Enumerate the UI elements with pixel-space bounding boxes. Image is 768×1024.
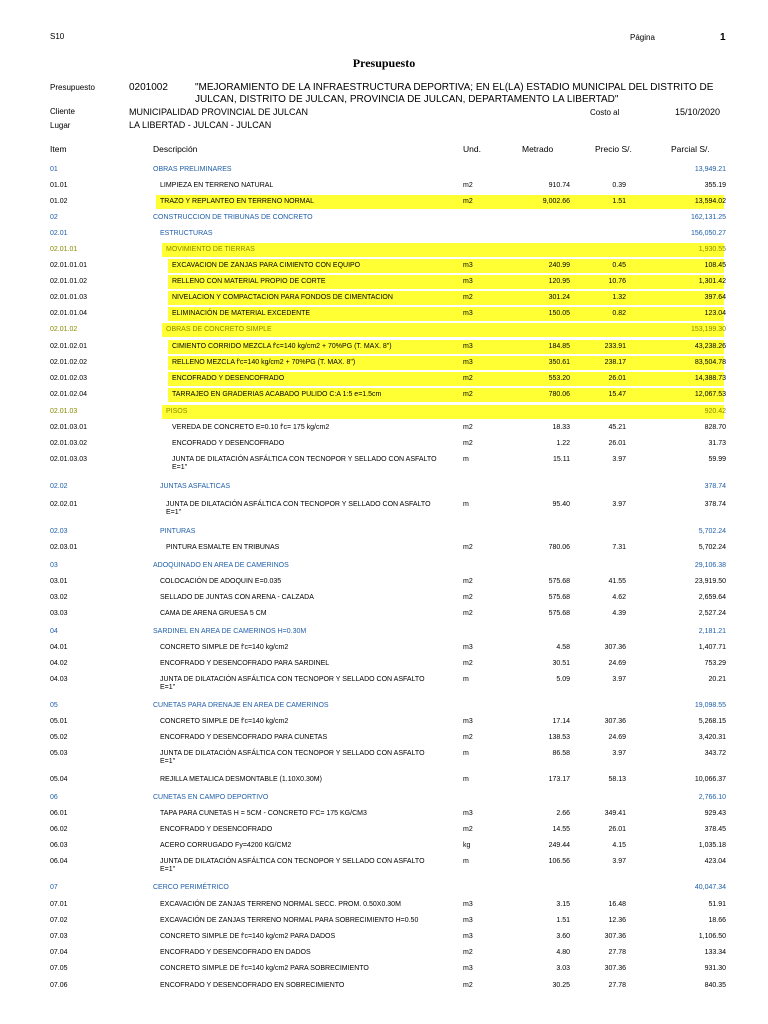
row-item-code: 02.01 — [50, 230, 68, 237]
row-description: ADOQUINADO EN AREA DE CAMERINOS — [153, 562, 289, 569]
row-item-code: 06.03 — [50, 842, 68, 849]
row-metrado: 4.58 — [556, 644, 570, 651]
row-item-code: 05.03 — [50, 750, 68, 757]
page-title: Presupuesto — [352, 56, 416, 70]
page-label: Página — [630, 33, 655, 42]
row-unit: m3 — [463, 262, 473, 269]
row-description: PINTURA ESMALTE EN TRIBUNAS — [166, 544, 280, 551]
row-parcial: 153,199.30 — [690, 326, 726, 333]
row-metrado: 173.17 — [548, 776, 570, 783]
row-metrado: 1.22 — [556, 440, 570, 447]
row-precio: 307.36 — [604, 933, 626, 940]
row-parcial: 1,301.42 — [698, 278, 726, 285]
row-description: ENCOFRADO Y DESENCOFRADO — [172, 375, 285, 382]
row-description: EXCAVACIÓN DE ZANJAS TERRENO NORMAL PARA SOBRECIMIENTO H=0.50 — [160, 917, 419, 924]
row-item-code: 02 — [50, 214, 58, 221]
row-parcial: 929.43 — [704, 810, 726, 817]
row-item-code: 03.03 — [50, 610, 68, 617]
column-header-parcial: Parcial S/. — [671, 144, 710, 154]
row-unit: m2 — [463, 391, 473, 398]
row-unit: m3 — [463, 917, 473, 924]
row-description: SARDINEL EN AREA DE CAMERINOS H=0.30M — [153, 628, 307, 635]
row-unit: m3 — [463, 343, 473, 350]
row-precio: 26.01 — [608, 375, 626, 382]
row-metrado: 184.85 — [548, 343, 570, 350]
row-unit: kg — [463, 842, 471, 849]
row-item-code: 07.05 — [50, 965, 68, 972]
row-precio: 3.97 — [612, 750, 626, 757]
row-parcial: 1,035.18 — [698, 842, 726, 849]
row-metrado: 2.66 — [556, 810, 570, 817]
row-parcial: 397.64 — [704, 294, 726, 301]
row-precio: 3.97 — [612, 456, 626, 463]
row-description: ESTRUCTURAS — [160, 230, 213, 237]
row-precio: 4.15 — [612, 842, 626, 849]
row-unit: m3 — [463, 901, 473, 908]
row-unit: m — [463, 501, 469, 508]
row-parcial: 2,659.64 — [698, 594, 726, 601]
row-precio: 41.55 — [608, 578, 626, 585]
row-unit: m — [463, 456, 469, 463]
row-unit: m2 — [463, 182, 473, 189]
row-parcial: 2,527.24 — [698, 610, 726, 617]
row-metrado: 301.24 — [548, 294, 570, 301]
row-metrado: 18.33 — [552, 424, 570, 431]
row-unit: m — [463, 750, 469, 757]
row-description: ENCOFRADO Y DESENCOFRADO PARA SARDINEL — [160, 660, 330, 667]
row-item-code: 07.03 — [50, 933, 68, 940]
row-parcial: 5,702.24 — [698, 544, 726, 551]
row-precio: 1.32 — [612, 294, 626, 301]
costo-label: Costo al — [590, 108, 620, 117]
row-unit: m2 — [463, 610, 473, 617]
row-parcial: 23,919.50 — [694, 578, 726, 585]
row-unit: m — [463, 858, 469, 865]
row-parcial: 378.45 — [704, 826, 726, 833]
row-description: TAPA PARA CUNETAS H = 5CM - CONCRETO F'C= 175 KG/CM3 — [160, 810, 367, 817]
row-precio: 307.36 — [604, 965, 626, 972]
row-item-code: 02.01.03.01 — [50, 424, 87, 431]
row-parcial: 12,067.53 — [694, 391, 726, 398]
row-description: NIVELACION Y COMPACTACION PARA FONDOS DE CIMENTACION — [172, 294, 393, 301]
row-item-code: 02.02 — [50, 483, 68, 490]
row-item-code: 07.06 — [50, 982, 68, 989]
row-precio: 0.82 — [612, 310, 626, 317]
row-description: ENCOFRADO Y DESENCOFRADO EN DADOS — [160, 949, 311, 956]
row-unit: m3 — [463, 718, 473, 725]
row-precio: 16.48 — [608, 901, 626, 908]
row-parcial: 18.66 — [708, 917, 726, 924]
row-description: ENCOFRADO Y DESENCOFRADO — [172, 440, 285, 447]
row-parcial: 1,407.71 — [698, 644, 726, 651]
row-parcial: 10,066.37 — [694, 776, 726, 783]
row-metrado: 780.06 — [548, 544, 570, 551]
row-item-code: 02.03 — [50, 528, 68, 535]
row-parcial: 19,098.55 — [694, 702, 726, 709]
row-parcial: 108.45 — [704, 262, 726, 269]
row-parcial: 14,388.73 — [694, 375, 726, 382]
row-metrado: 575.68 — [548, 594, 570, 601]
row-description: RELLENO CON MATERIAL PROPIO DE CORTE — [172, 278, 326, 285]
row-metrado: 4.80 — [556, 949, 570, 956]
row-unit: m2 — [463, 594, 473, 601]
row-precio: 4.39 — [612, 610, 626, 617]
row-metrado: 575.68 — [548, 610, 570, 617]
column-header-metrado: Metrado — [522, 144, 554, 154]
row-item-code: 01 — [50, 166, 58, 173]
row-unit: m3 — [463, 359, 473, 366]
report-code: S10 — [50, 32, 65, 41]
costo-value: 15/10/2020 — [675, 107, 721, 117]
row-parcial: 51.91 — [708, 901, 726, 908]
row-parcial: 920.42 — [704, 408, 726, 415]
row-description: CIMIENTO CORRIDO MEZCLA f'c=140 kg/cm2 + 70%PG (T. MAX. 8") — [172, 343, 392, 350]
row-precio: 307.36 — [604, 718, 626, 725]
row-description: ENCOFRADO Y DESENCOFRADO EN SOBRECIMIENTO — [160, 982, 345, 989]
row-item-code: 02.03.01 — [50, 544, 78, 551]
row-description: CONCRETO SIMPLE DE f'c=140 kg/cm2 PARA SOBRECIMIENTO — [160, 965, 369, 972]
row-precio: 24.69 — [608, 660, 626, 667]
row-parcial: 83,504.78 — [694, 359, 726, 366]
row-item-code: 04.03 — [50, 676, 68, 683]
row-item-code: 06.02 — [50, 826, 68, 833]
row-metrado: 553.20 — [548, 375, 570, 382]
row-precio: 24.69 — [608, 734, 626, 741]
row-precio: 349.41 — [604, 810, 626, 817]
row-unit: m3 — [463, 278, 473, 285]
row-parcial: 31.73 — [708, 440, 726, 447]
row-unit: m2 — [463, 949, 473, 956]
row-item-code: 05.01 — [50, 718, 68, 725]
row-item-code: 07.01 — [50, 901, 68, 908]
row-item-code: 02.01.02.03 — [50, 375, 87, 382]
row-parcial: 378.74 — [704, 501, 726, 508]
row-metrado: 3.60 — [556, 933, 570, 940]
row-parcial: 5,268.15 — [698, 718, 726, 725]
page-number: 1 — [720, 32, 726, 43]
row-metrado: 575.68 — [548, 578, 570, 585]
row-item-code: 02.01.02.04 — [50, 391, 87, 398]
row-description: JUNTA DE DILATACIÓN ASFÁLTICA CON TECNOPOR Y SELLADO CON ASFALTO E=1" — [160, 858, 425, 873]
column-header-precio: Precio S/. — [595, 144, 632, 154]
column-header-und: Und. — [463, 144, 481, 154]
row-parcial: 123.04 — [704, 310, 726, 317]
row-metrado: 150.05 — [548, 310, 570, 317]
row-unit: m3 — [463, 310, 473, 317]
row-parcial: 423.04 — [704, 858, 726, 865]
row-parcial: 378.74 — [704, 483, 726, 490]
row-item-code: 05 — [50, 702, 58, 709]
column-header-item: Item — [50, 144, 67, 154]
row-precio: 26.01 — [608, 826, 626, 833]
row-item-code: 02.01.03.02 — [50, 440, 87, 447]
row-precio: 27.78 — [608, 982, 626, 989]
row-parcial: 343.72 — [704, 750, 726, 757]
row-precio: 3.97 — [612, 676, 626, 683]
row-item-code: 07.02 — [50, 917, 68, 924]
row-item-code: 04 — [50, 628, 58, 635]
row-description: JUNTA DE DILATACIÓN ASFÁLTICA CON TECNOPOR Y SELLADO CON ASFALTO E=1" — [160, 750, 425, 765]
row-item-code: 02.01.01.02 — [50, 278, 87, 285]
row-item-code: 07.04 — [50, 949, 68, 956]
row-precio: 238.17 — [604, 359, 626, 366]
row-metrado: 3.15 — [556, 901, 570, 908]
row-description: CONCRETO SIMPLE DE f'c=140 kg/cm2 PARA DADOS — [160, 933, 336, 940]
row-unit: m3 — [463, 644, 473, 651]
row-precio: 307.36 — [604, 644, 626, 651]
row-parcial: 5,702.24 — [698, 528, 726, 535]
row-parcial: 40,047.34 — [694, 884, 726, 891]
row-item-code: 06.04 — [50, 858, 68, 865]
row-description: JUNTA DE DILATACIÓN ASFÁLTICA CON TECNOPOR Y SELLADO CON ASFALTO E=1" — [160, 676, 425, 691]
row-precio: 15.47 — [608, 391, 626, 398]
row-description: SELLADO DE JUNTAS CON ARENA - CALZADA — [160, 594, 314, 601]
row-precio: 45.21 — [608, 424, 626, 431]
row-parcial: 43,238.26 — [694, 343, 726, 350]
row-description: OBRAS DE CONCRETO SIMPLE — [166, 326, 272, 333]
row-parcial: 2,766.10 — [698, 794, 726, 801]
row-parcial: 355.19 — [704, 182, 726, 189]
row-description: JUNTA DE DILATACIÓN ASFÁLTICA CON TECNOPOR Y SELLADO CON ASFALTO E=1" — [172, 456, 437, 471]
row-parcial: 828.70 — [704, 424, 726, 431]
row-description: LIMPIEZA EN TERRENO NATURAL — [160, 182, 274, 189]
row-unit: m2 — [463, 440, 473, 447]
row-description: RELLENO MEZCLA f'c=140 kg/cm2 + 70%PG (T. MAX. 8") — [172, 359, 356, 366]
row-unit: m — [463, 676, 469, 683]
row-precio: 4.62 — [612, 594, 626, 601]
row-parcial: 753.29 — [704, 660, 726, 667]
row-description: ENCOFRADO Y DESENCOFRADO — [160, 826, 273, 833]
row-item-code: 05.04 — [50, 776, 68, 783]
row-description: MOVIMIENTO DE TIERRAS — [166, 246, 255, 253]
row-precio: 3.97 — [612, 501, 626, 508]
row-description: COLOCACIÓN DE ADOQUIN E=0.035 — [160, 578, 282, 585]
row-item-code: 02.01.01 — [50, 246, 78, 253]
row-metrado: 3.03 — [556, 965, 570, 972]
column-header-descripcion: Descripción — [153, 144, 198, 154]
row-precio: 10.76 — [608, 278, 626, 285]
row-item-code: 02.02.01 — [50, 501, 78, 508]
row-unit: m — [463, 776, 469, 783]
row-parcial: 29,106.38 — [694, 562, 726, 569]
row-item-code: 02.01.02 — [50, 326, 78, 333]
row-precio: 27.78 — [608, 949, 626, 956]
row-metrado: 30.25 — [552, 982, 570, 989]
row-description: OBRAS PRELIMINARES — [153, 166, 232, 173]
row-unit: m2 — [463, 198, 473, 205]
row-metrado: 910.74 — [548, 182, 570, 189]
presupuesto-label: Presupuesto — [50, 83, 95, 92]
row-unit: m2 — [463, 424, 473, 431]
row-description: ENCOFRADO Y DESENCOFRADO PARA CUNETAS — [160, 734, 328, 741]
row-item-code: 03 — [50, 562, 58, 569]
row-metrado: 138.53 — [548, 734, 570, 741]
cliente-label: Cliente — [50, 107, 75, 116]
row-metrado: 15.11 — [553, 456, 570, 463]
row-item-code: 03.02 — [50, 594, 68, 601]
row-unit: m2 — [463, 660, 473, 667]
row-metrado: 780.06 — [548, 391, 570, 398]
row-item-code: 02.01.03.03 — [50, 456, 87, 463]
row-description: REJILLA METALICA DESMONTABLE (1.10X0.30M) — [160, 776, 322, 783]
row-unit: m2 — [463, 294, 473, 301]
row-item-code: 06.01 — [50, 810, 68, 817]
row-item-code: 02.01.02.01 — [50, 343, 87, 350]
row-item-code: 04.02 — [50, 660, 68, 667]
row-parcial: 2,181.21 — [698, 628, 726, 635]
row-precio: 0.45 — [612, 262, 626, 269]
row-description: CAMA DE ARENA GRUESA 5 CM — [160, 610, 267, 617]
row-precio: 1.51 — [612, 198, 626, 205]
row-item-code: 07 — [50, 884, 58, 891]
row-metrado: 350.61 — [548, 359, 570, 366]
row-parcial: 840.35 — [704, 982, 726, 989]
row-unit: m2 — [463, 982, 473, 989]
row-item-code: 01.01 — [50, 182, 68, 189]
row-description: EXCAVACION DE ZANJAS PARA CIMIENTO CON EQUIPO — [172, 262, 361, 269]
row-description: CONCRETO SIMPLE DE f'c=140 kg/cm2 — [160, 718, 289, 725]
row-item-code: 05.02 — [50, 734, 68, 741]
row-precio: 3.97 — [612, 858, 626, 865]
row-description: CUNETAS PARA DRENAJE EN AREA DE CAMERINOS — [153, 702, 329, 709]
row-unit: m2 — [463, 578, 473, 585]
row-parcial: 20.21 — [708, 676, 726, 683]
row-parcial: 1,930.55 — [698, 246, 726, 253]
row-description: EXCAVACIÓN DE ZANJAS TERRENO NORMAL SECC. PROM. 0.50X0.30M — [160, 901, 401, 908]
row-highlight — [162, 405, 724, 419]
row-unit: m3 — [463, 810, 473, 817]
row-description: TARRAJEO EN GRADERIAS ACABADO PULIDO C:A 1:5 e=1.5cm — [172, 391, 382, 398]
row-metrado: 30.51 — [552, 660, 570, 667]
row-description: ELIMINACIÓN DE MATERIAL EXCEDENTE — [172, 310, 311, 317]
row-metrado: 9,002.66 — [542, 198, 570, 205]
cliente-value: MUNICIPALIDAD PROVINCIAL DE JULCAN — [129, 107, 309, 117]
row-item-code: 01.02 — [50, 198, 68, 205]
row-metrado: 5.09 — [556, 676, 570, 683]
row-precio: 0.39 — [612, 182, 626, 189]
row-unit: m2 — [463, 375, 473, 382]
project-name: "MEJORAMIENTO DE LA INFRAESTRUCTURA DEPORTIVA; EN EL(LA) ESTADIO MUNICIPAL DEL DISTRITO DE JULCAN, DISTRITO DE JULCAN, PROVINCIA DE JULCAN, DEPARTAMENTO LA LIBERTAD" — [195, 82, 714, 105]
row-parcial: 162,131.25 — [690, 214, 726, 221]
lugar-value: LA LIBERTAD - JULCAN - JULCAN — [129, 120, 272, 130]
row-description: CUNETAS EN CAMPO DEPORTIVO — [153, 794, 269, 801]
row-description: ACERO CORRUGADO Fy=4200 KG/CM2 — [160, 842, 292, 849]
row-metrado: 120.95 — [548, 278, 570, 285]
row-parcial: 1,106.50 — [698, 933, 726, 940]
row-description: PINTURAS — [160, 528, 196, 535]
row-parcial: 13,949.21 — [694, 166, 726, 173]
row-precio: 7.31 — [612, 544, 626, 551]
row-metrado: 240.99 — [548, 262, 570, 269]
row-metrado: 86.58 — [552, 750, 570, 757]
row-parcial: 3,420.31 — [698, 734, 726, 741]
row-unit: m2 — [463, 544, 473, 551]
row-precio: 58.13 — [608, 776, 626, 783]
row-description: VEREDA DE CONCRETO E=0.10 f'c= 175 kg/cm2 — [172, 424, 330, 431]
row-item-code: 02.01.03 — [50, 408, 78, 415]
row-description: JUNTA DE DILATACIÓN ASFÁLTICA CON TECNOPOR Y SELLADO CON ASFALTO E=1" — [166, 501, 431, 516]
row-parcial: 13,594.02 — [694, 198, 726, 205]
row-metrado: 106.56 — [548, 858, 570, 865]
row-item-code: 03.01 — [50, 578, 68, 585]
row-description: PISOS — [166, 408, 188, 415]
row-description: JUNTAS ASFALTICAS — [160, 483, 231, 490]
row-unit: m2 — [463, 826, 473, 833]
row-item-code: 06 — [50, 794, 58, 801]
presupuesto-code: 0201002 — [129, 82, 168, 93]
row-item-code: 02.01.01.03 — [50, 294, 87, 301]
row-metrado: 95.40 — [552, 501, 570, 508]
row-unit: m3 — [463, 933, 473, 940]
row-item-code: 02.01.02.02 — [50, 359, 87, 366]
row-metrado: 17.14 — [552, 718, 570, 725]
row-item-code: 02.01.01.04 — [50, 310, 87, 317]
row-parcial: 156,050.27 — [690, 230, 726, 237]
row-precio: 233.91 — [604, 343, 626, 350]
row-parcial: 133.34 — [704, 949, 726, 956]
row-metrado: 1.51 — [556, 917, 570, 924]
row-item-code: 04.01 — [50, 644, 68, 651]
row-precio: 26.01 — [608, 440, 626, 447]
row-precio: 12.36 — [608, 917, 626, 924]
row-description: TRAZO Y REPLANTEO EN TERRENO NORMAL — [160, 198, 315, 205]
row-metrado: 249.44 — [548, 842, 570, 849]
row-metrado: 14.55 — [552, 826, 570, 833]
row-item-code: 02.01.01.01 — [50, 262, 87, 269]
row-parcial: 59.99 — [708, 456, 726, 463]
lugar-label: Lugar — [50, 121, 71, 130]
row-description: CERCO PERIMÉTRICO — [153, 884, 229, 891]
row-unit: m2 — [463, 734, 473, 741]
row-parcial: 931.30 — [704, 965, 726, 972]
row-description: CONSTRUCCION DE TRIBUNAS DE CONCRETO — [153, 214, 313, 221]
row-description: CONCRETO SIMPLE DE f'c=140 kg/cm2 — [160, 644, 289, 651]
row-unit: m3 — [463, 965, 473, 972]
